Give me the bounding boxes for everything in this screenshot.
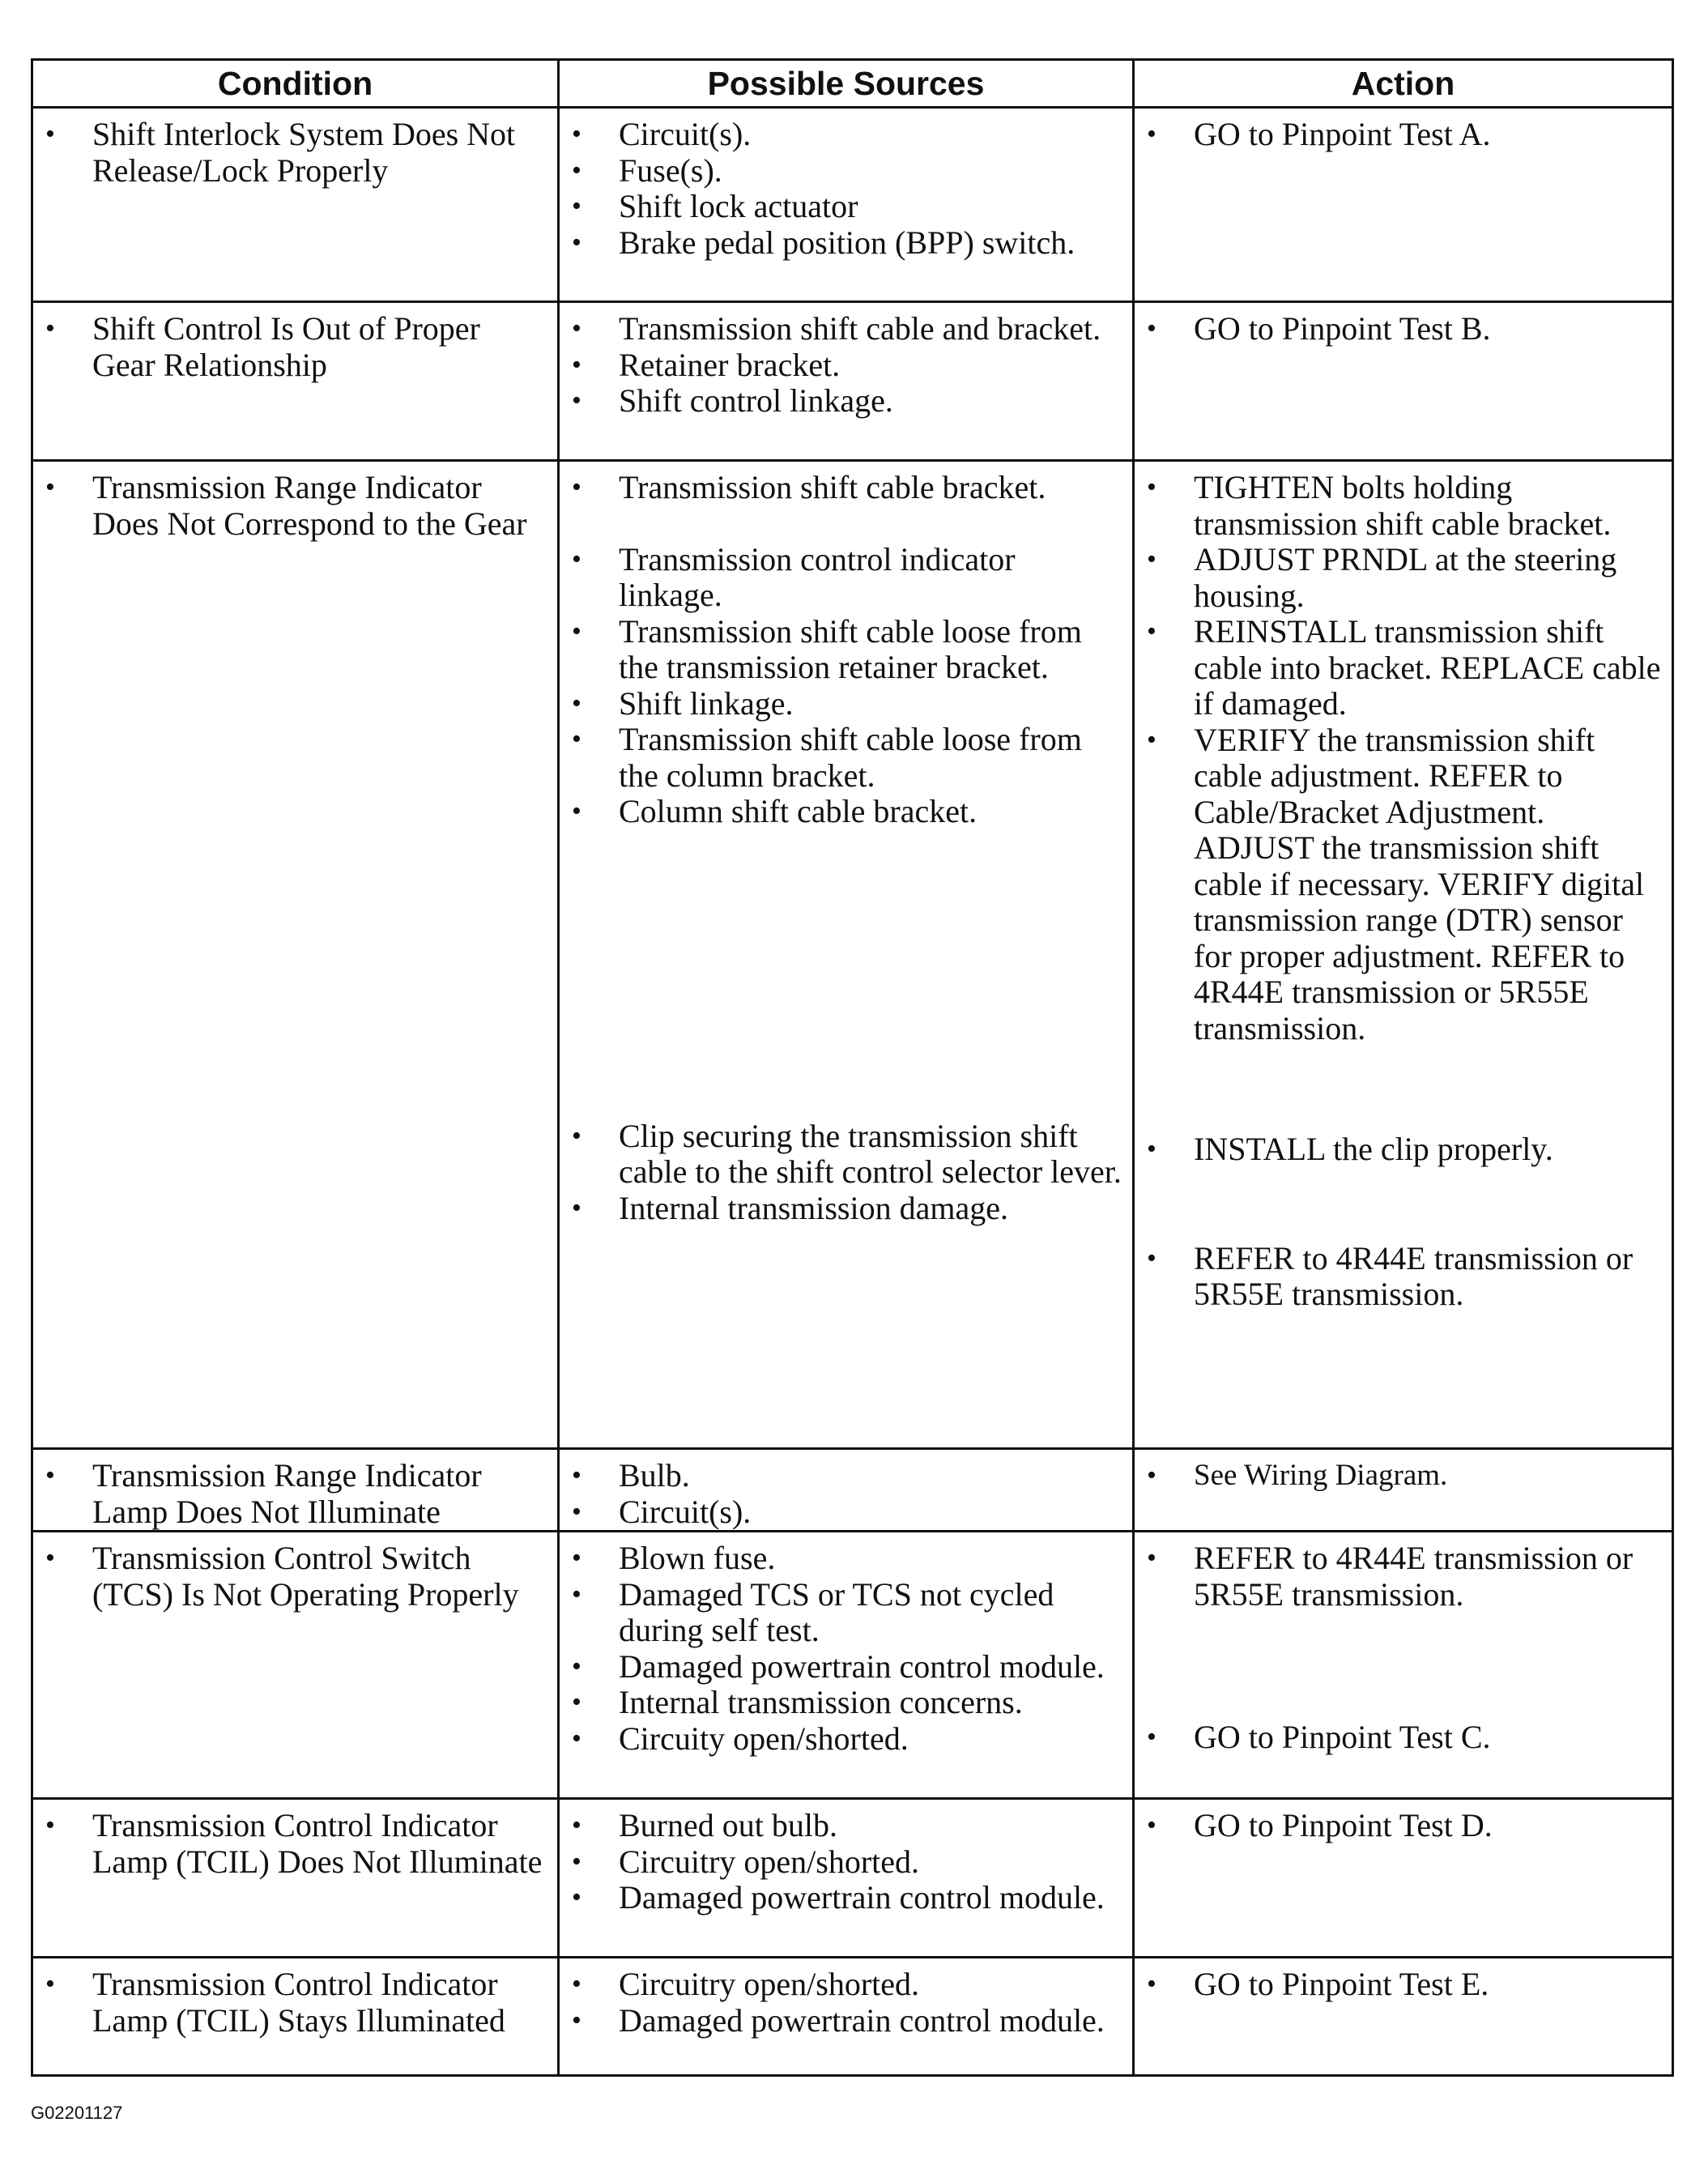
condition-text: • Transmission Control Indicator Lamp (TCIL) Does Not Illuminate <box>41 1808 549 1880</box>
action-item: • GO to Pinpoint Test B. <box>1143 311 1663 347</box>
action-cell <box>1134 1958 1673 2076</box>
source-item: • Bulb. <box>568 1458 1124 1494</box>
source-item: • Clip securing the transmission shift cable to the shift control selector lever. <box>568 1119 1124 1191</box>
action-item: • GO to Pinpoint Test C. <box>1143 1720 1663 1756</box>
condition-cell <box>32 1799 559 1958</box>
source-item: • Circuit(s). <box>568 1494 1124 1531</box>
condition-cell <box>32 108 559 302</box>
header-row <box>32 60 1673 108</box>
header-possible-sources: Possible Sources <box>559 60 1134 108</box>
source-item: • Blown fuse. <box>568 1541 1124 1577</box>
sources-cell <box>559 461 1134 1449</box>
source-item: • Brake pedal position (BPP) switch. <box>568 225 1124 262</box>
action-item: • GO to Pinpoint Test E. <box>1143 1967 1663 2003</box>
condition-cell <box>32 1532 559 1799</box>
header-condition: Condition <box>32 60 559 108</box>
condition-text: • Transmission Control Switch (TCS) Is Not Operating Properly <box>41 1541 549 1613</box>
condition-text: • Shift Interlock System Does Not Release/Lock Properly <box>41 117 549 189</box>
source-item: • Shift linkage. <box>568 686 1124 722</box>
action-item: • REFER to 4R44E transmission or 5R55E transmission. <box>1143 1541 1663 1613</box>
table-row <box>32 1799 1673 1958</box>
condition-cell <box>32 461 559 1449</box>
action-cell <box>1134 461 1673 1449</box>
condition-cell <box>32 1958 559 2076</box>
table-row <box>32 1532 1673 1799</box>
action-item: • ADJUST PRNDL at the steering housing. <box>1143 542 1663 614</box>
table-row <box>32 302 1673 461</box>
sources-cell <box>559 302 1134 461</box>
source-item: • Shift lock actuator <box>568 189 1124 225</box>
header-action: Action <box>1134 60 1673 108</box>
sources-cell <box>559 1958 1134 2076</box>
action-cell <box>1134 108 1673 302</box>
figure-code: G02201127 <box>31 2103 123 2123</box>
table-row <box>32 1958 1673 2076</box>
source-item: • Shift control linkage. <box>568 383 1124 420</box>
action-item: • GO to Pinpoint Test D. <box>1143 1808 1663 1844</box>
action-cell <box>1134 1799 1673 1958</box>
condition-text: • Transmission Control Indicator Lamp (TCIL) Stays Illuminated <box>41 1967 549 2039</box>
sources-cell <box>559 1449 1134 1532</box>
source-item: • Transmission shift cable and bracket. <box>568 311 1124 347</box>
source-item: • Circuitry open/shorted. <box>568 1967 1124 2003</box>
source-item: • Damaged powertrain control module. <box>568 2003 1124 2039</box>
condition-text: • Transmission Range Indicator Does Not Correspond to the Gear <box>41 470 549 542</box>
source-item: • Retainer bracket. <box>568 347 1124 384</box>
source-item: • Transmission shift cable bracket. <box>568 470 1124 506</box>
action-item: • See Wiring Diagram. <box>1143 1458 1663 1494</box>
action-item: • REFER to 4R44E transmission or 5R55E transmission. <box>1143 1241 1663 1313</box>
sources-cell <box>559 1532 1134 1799</box>
action-item: • REINSTALL transmission shift cable into bracket. REPLACE cable if damaged. <box>1143 614 1663 722</box>
source-item: • Fuse(s). <box>568 153 1124 190</box>
source-item: • Transmission control indicator linkage. <box>568 542 1124 614</box>
condition-text: • Shift Control Is Out of Proper Gear Relationship <box>41 311 549 383</box>
source-item: • Column shift cable bracket. <box>568 794 1124 830</box>
action-item: • INSTALL the clip properly. <box>1143 1131 1663 1168</box>
table-row <box>32 461 1673 1449</box>
condition-cell <box>32 1449 559 1532</box>
table-row <box>32 1449 1673 1532</box>
action-cell <box>1134 302 1673 461</box>
source-item: • Internal transmission concerns. <box>568 1685 1124 1721</box>
diagnosis-table <box>31 58 1674 2077</box>
sources-cell <box>559 108 1134 302</box>
source-item: • Transmission shift cable loose from the column bracket. <box>568 722 1124 794</box>
source-item: • Burned out bulb. <box>568 1808 1124 1844</box>
source-item: • Damaged powertrain control module. <box>568 1649 1124 1686</box>
sources-cell <box>559 1799 1134 1958</box>
condition-text: • Transmission Range Indicator Lamp Does Not Illuminate <box>41 1458 549 1530</box>
source-item: • Damaged TCS or TCS not cycled during self test. <box>568 1577 1124 1649</box>
table-row <box>32 108 1673 302</box>
source-item: • Damaged powertrain control module. <box>568 1880 1124 1916</box>
source-item: • Circuit(s). <box>568 117 1124 153</box>
action-item: • VERIFY the transmission shift cable adjustment. REFER to Cable/Bracket Adjustment. ADJUST the transmission shift cable if necessary. VERIFY digital transmission range (DTR) sensor for proper adjustment. REFER to 4R44E transmission or 5R55E transmission. <box>1143 722 1663 1047</box>
source-item: • Circuity open/shorted. <box>568 1721 1124 1758</box>
action-cell <box>1134 1449 1673 1532</box>
action-item: • GO to Pinpoint Test A. <box>1143 117 1663 153</box>
source-item: • Internal transmission damage. <box>568 1191 1124 1227</box>
source-item: • Circuitry open/shorted. <box>568 1844 1124 1881</box>
action-item: • TIGHTEN bolts holding transmission shift cable bracket. <box>1143 470 1663 542</box>
action-cell <box>1134 1532 1673 1799</box>
condition-cell <box>32 302 559 461</box>
source-item: • Transmission shift cable loose from the transmission retainer bracket. <box>568 614 1124 686</box>
